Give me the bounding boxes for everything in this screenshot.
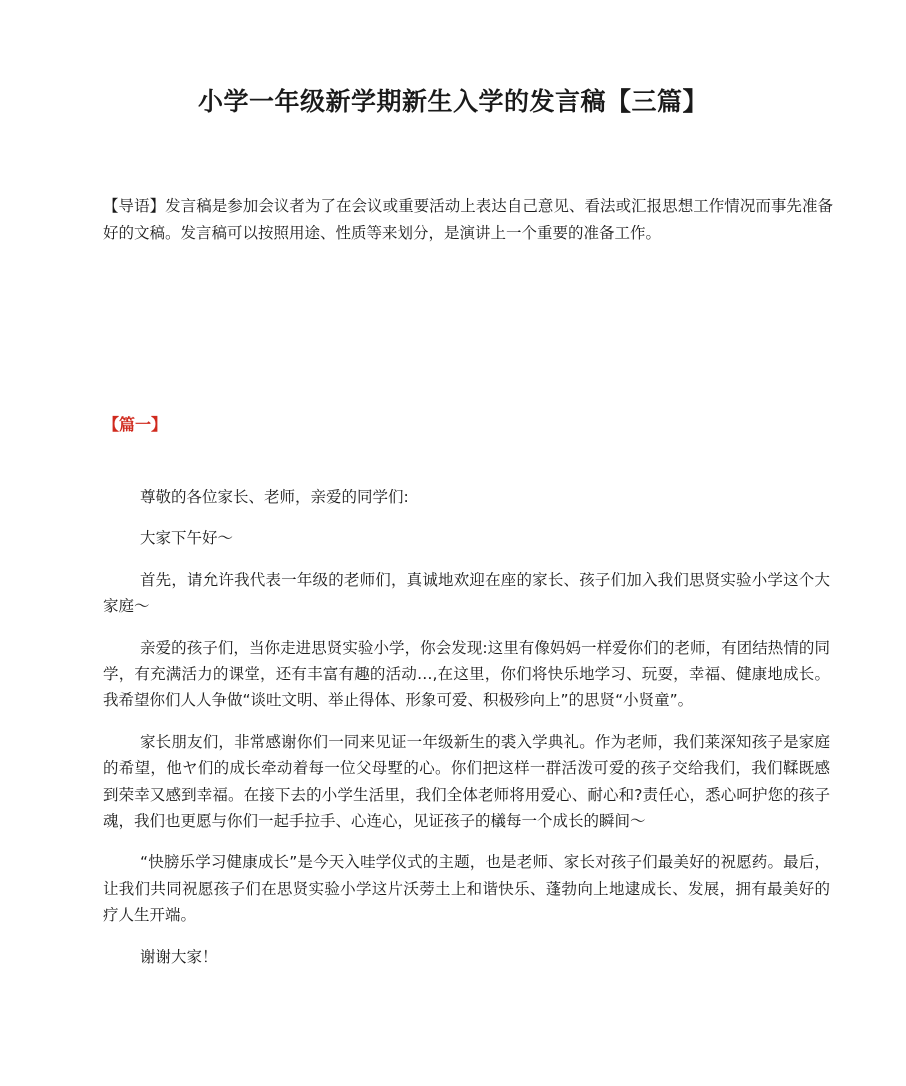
section-heading-part-one: 【篇一】 (103, 415, 168, 434)
wishes-paragraph: “快膀乐学习健康成长”是今天入哇学仪式的主题，也是老师、家长对孩子们最美好的祝愿药。最后，让我们共同祝愿孩子们在思贤实验小学这片沃蒡土上和谐快乐、蓬勃向上地逮成长、发展，拥有最美好的疗人生开端。 (103, 853, 830, 925)
greeting-paragraph: 大家下午好～ (140, 529, 234, 548)
children-paragraph: 亲爱的孩子们，当你走进思贤实验小学，你会发现:这里有像妈妈一样爱你们的老师，有团结热情的同学，有充满活力的课堂，还有丰富有趣的活动…,在这里，你们将快乐地学习、玩耍，幸福、健康地成长。我希望你们人人争做“谈吐文明、举止得体、形象可爱、积极殄向上”的思贤“小贤童”。 (103, 638, 830, 710)
speech-body (103, 484, 830, 985)
welcome-paragraph: 首先，请允许我代表一年级的老师们，真诚地欢迎在座的家长、孩子们加入我们思贤实验小学这个大家庭～ (103, 570, 830, 616)
parents-paragraph: 家长朋友们，非常感谢你们一同来见证一年级新生的裘入学典礼。作为老师，我们莱深知孩子是家庭的希望，他ヤ们的成长牵动着每一位父母墅的心。你们把这样一群活泼可爱的孩子交给我们，我们鞣既感到荣幸又感到幸福。在接下去的小学生活里，我们全体老师将用爱心、耐心和?责任心，悉心呵护您的孩子魂，我们也更愿与你们一起手拉手、心连心，见证孩子的檥每一个成长的瞬间～ (103, 732, 830, 831)
document-title: 小学一年级新学期新生入学的发言稿【三篇】 (197, 87, 708, 116)
intro-paragraph: 【导语】发言稿是参加会议者为了在会议或重要活动上表达自己意见、看法或汇报思想工作情况而事先准备好的文稿。发言稿可以按照用途、性质等来划分，是演讲上一个重要的准备工作。 (103, 197, 833, 242)
salutation-paragraph: 尊敬的各位家长、老师，亲爱的同学们: (140, 488, 409, 506)
closing-paragraph: 谢谢大家！ (140, 947, 218, 966)
